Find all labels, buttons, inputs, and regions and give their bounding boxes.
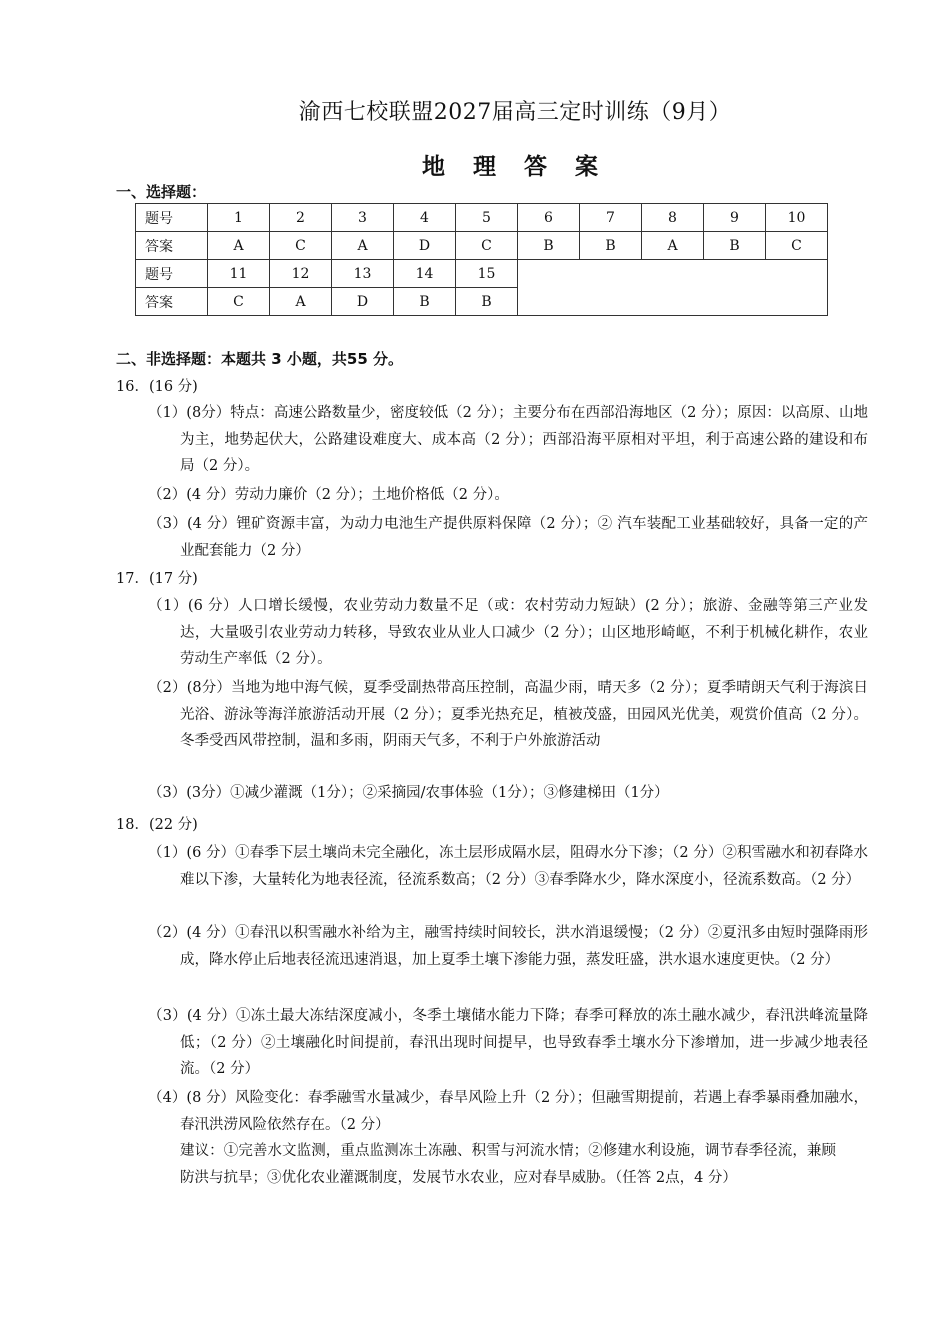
table-cell: B: [394, 288, 456, 316]
table-cell: 4: [394, 204, 456, 232]
table-cell: 1: [208, 204, 270, 232]
q18-answer-3: （3）(4 分）①冻土最大冻结深度减小，冬季土壤储水能力下降；春季可释放的冻土融水减少，春汛洪峰流量降低；（2 分）②土壤融化时间提前，春汛出现时间提早，也导致春季土壤水分下渗增加，进一步减少地表径流。（2 分）: [148, 1008, 868, 1077]
page-subtitle: 地 理 答 案: [421, 154, 609, 180]
table-cell: 9: [704, 204, 766, 232]
answer-table: [135, 203, 828, 316]
table-cell: 题号: [136, 260, 208, 288]
q17-answer-2: （2）(8分）当地为地中海气候，夏季受副热带高压控制，高温少雨，晴天多（2 分）；夏季晴朗天气利于海滨日光浴、游泳等海洋旅游活动开展（2 分）；夏季光热充足，植被茂盛，田园风光优美，观赏价值高（2 分）。冬季受西风带控制，温和多雨，阴雨天气多，不利于户外旅游活动: [148, 680, 868, 749]
section-heading-nonchoice: 二、非选择题：本题共 3 小题，共55 分。: [116, 350, 403, 368]
table-cell: 7: [580, 204, 642, 232]
table-cell: C: [270, 232, 332, 260]
q16-answer-3: （3）(4 分）锂矿资源丰富，为动力电池生产提供原料保障（2 分）；② 汽车装配工业基础较好，具备一定的产业配套能力（2 分）: [148, 516, 868, 559]
table-cell: A: [642, 232, 704, 260]
table-cell: 14: [394, 260, 456, 288]
table-cell: 15: [456, 260, 518, 288]
question-16-heading: 16．(16 分): [116, 379, 198, 395]
table-cell: 答案: [136, 288, 208, 316]
table-cell: 5: [456, 204, 518, 232]
question-18-heading: 18．(22 分): [116, 817, 198, 833]
table-cell: 8: [642, 204, 704, 232]
table-cell: 题号: [136, 204, 208, 232]
q17-answer-1: （1）(6 分）人口增长缓慢，农业劳动力数量不足（或：农村劳动力短缺）(2 分）；旅游、金融等第三产业发达，大量吸引农业劳动力转移，导致农业从业人口减少（2 分）；山区地形崎岖，不利于机械化耕作，农业劳动生产率低（2 分）。: [148, 598, 868, 667]
question-17-heading: 17．(17 分): [116, 571, 198, 587]
table-cell: A: [208, 232, 270, 260]
table-cell: 12: [270, 260, 332, 288]
table-cell: D: [332, 288, 394, 316]
table-blank-cell: [518, 260, 828, 316]
q18-answer-2: （2）(4 分）①春汛以积雪融水补给为主，融雪持续时间较长，洪水消退缓慢；（2 分）②夏汛多由短时强降雨形成，降水停止后地表径流迅速消退，加上夏季土壤下渗能力强，蒸发旺盛，洪水退水速度更快。（2 分）: [148, 925, 868, 968]
table-cell: C: [456, 232, 518, 260]
table-cell: 13: [332, 260, 394, 288]
table-cell: 2: [270, 204, 332, 232]
page-title: 渝西七校联盟2027届高三定时训练（9月）: [298, 100, 732, 125]
table-cell: 3: [332, 204, 394, 232]
q18-answer-4: （4）(8 分）风险变化：春季融雪水量减少，春旱风险上升（2 分）；但融雪期提前，若遇上春季暴雨叠加融水，春汛洪涝风险依然存在。（2 分）: [148, 1090, 868, 1133]
table-cell: A: [332, 232, 394, 260]
table-cell: 10: [766, 204, 828, 232]
table-cell: A: [270, 288, 332, 316]
q16-answer-1: （1）(8分）特点：高速公路数量少，密度较低（2 分）；主要分布在西部沿海地区（2 分）；原因：以高原、山地为主，地势起伏大，公路建设难度大、成本高（2 分）；西部沿海平原相对平坦，利于高速公路的建设和布局（2 分）。: [148, 405, 868, 474]
table-cell: C: [766, 232, 828, 260]
table-cell: B: [456, 288, 518, 316]
table-cell: B: [580, 232, 642, 260]
table-row: [136, 204, 828, 232]
section-heading-choice: 一、选择题：: [116, 183, 207, 201]
q18-answer-1: （1）(6 分）①春季下层土壤尚未完全融化，冻土层形成隔水层，阻碍水分下渗；（2 分）②积雪融水和初春降水难以下渗，大量转化为地表径流，径流系数高；（2 分）③春季降水少，降水深度小，径流系数高。（2 分）: [148, 845, 868, 888]
q18-suggestions: 建议：①完善水文监测，重点监测冻土冻融、积雪与河流水情；②修建水利设施，调节春季径流，兼顾防洪与抗旱；③优化农业灌溉制度，发展节水农业，应对春旱威胁。（任答 2点，4 分）: [180, 1143, 836, 1186]
table-row: [136, 232, 828, 260]
table-row: [136, 260, 828, 288]
table-cell: B: [704, 232, 766, 260]
table-cell: D: [394, 232, 456, 260]
q16-answer-2: （2）(4 分）劳动力廉价（2 分）；土地价格低（2 分）。: [148, 487, 509, 503]
q17-answer-3: （3）(3分）①减少灌溉（1分）；②采摘园/农事体验（1分）；③修建梯田（1分）: [148, 785, 669, 801]
table-cell: 6: [518, 204, 580, 232]
table-cell: 答案: [136, 232, 208, 260]
table-cell: 11: [208, 260, 270, 288]
table-cell: C: [208, 288, 270, 316]
table-cell: B: [518, 232, 580, 260]
